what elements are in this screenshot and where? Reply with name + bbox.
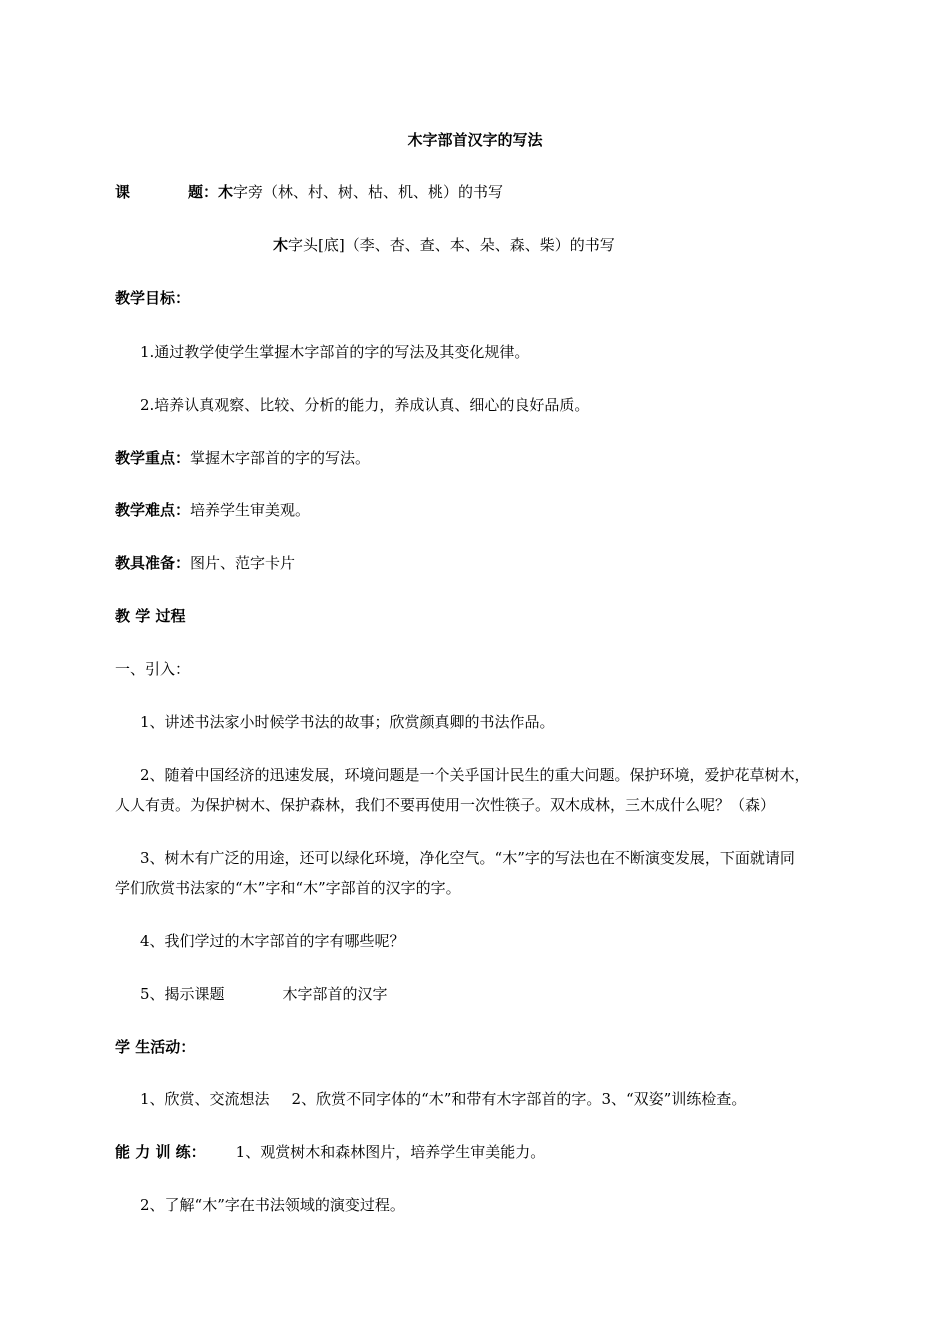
training-line	[115, 1142, 545, 1162]
intro-item-5	[140, 984, 388, 1004]
document-title: 木字部首汉字的写法	[407, 131, 543, 149]
training-label: 能 力 训 练：	[115, 1143, 206, 1161]
student-activity-items	[140, 1089, 746, 1109]
intro-item-1: 1、讲述书法家小时候学书法的故事；欣赏颜真卿的书法作品。	[140, 713, 555, 731]
topic-1-bold: 木	[218, 183, 234, 201]
activity-item-2: 2、欣赏不同字体的“木”和带有木字部首的字。	[291, 1090, 602, 1108]
materials-label: 教具准备：	[115, 554, 191, 572]
difficulty-text: 培养学生审美观。	[190, 501, 311, 519]
key-point-text: 掌握木字部首的字的写法。	[190, 449, 371, 467]
topic-line-2	[273, 235, 615, 255]
materials-line	[115, 553, 295, 573]
process-heading: 教 学 过程	[115, 607, 186, 625]
training-item-1: 1、观赏树木和森林图片，培养学生审美能力。	[235, 1143, 546, 1161]
difficulty-label: 教学难点：	[115, 501, 191, 519]
topic-label-ke: 课	[115, 183, 131, 201]
section-goals-heading: 教学目标：	[115, 289, 191, 307]
training-item-2: 2、了解“木”字在书法领域的演变过程。	[140, 1196, 405, 1214]
goal-item-2: 2.培养认真观察、比较、分析的能力，养成认真、细心的良好品质。	[140, 396, 590, 414]
intro-item-2-line-1: 2、随着中国经济的迅速发展，环境问题是一个关乎国计民生的重大问题。保护环境，爱护花草树木，	[140, 766, 810, 784]
student-activity-heading: 学 生活动：	[115, 1038, 196, 1056]
intro-item-5-label: 5、揭示课题	[140, 985, 225, 1003]
key-point-label: 教学重点：	[115, 449, 191, 467]
topic-2-text: 字头[底]（李、杏、查、本、朵、森、柴）的书写	[288, 236, 615, 254]
goal-item-1: 1.通过教学使学生掌握木字部首的字的写法及其变化规律。	[140, 343, 530, 361]
topic-line-1	[115, 182, 503, 202]
intro-item-5-value: 木字部首的汉字	[282, 985, 388, 1003]
activity-item-1: 1、欣赏、交流想法	[140, 1090, 270, 1108]
key-point-line	[115, 448, 370, 468]
intro-heading: 一、引入：	[115, 660, 191, 678]
intro-item-3-line-2: 学们欣赏书法家的“木”字和“木”字部首的汉字的字。	[115, 879, 461, 897]
topic-2-bold: 木	[273, 236, 289, 254]
activity-item-3: 3、“双姿”训练检查。	[601, 1090, 747, 1108]
intro-item-4: 4、我们学过的木字部首的字有哪些呢？	[140, 932, 405, 950]
topic-label-ti: 题：	[188, 183, 219, 201]
intro-item-3-line-1: 3、树木有广泛的用途，还可以绿化环境，净化空气。“木”字的写法也在不断演变发展，下面就请同	[140, 849, 795, 867]
topic-1-text: 字旁（林、村、树、枯、机、桃）的书写	[233, 183, 504, 201]
materials-text: 图片、范字卡片	[190, 554, 296, 572]
intro-item-2-line-2: 人人有责。为保护树木、保护森林，我们不要再使用一次性筷子。双木成林，三木成什么呢？（森）	[115, 796, 776, 814]
difficulty-line	[115, 500, 310, 520]
